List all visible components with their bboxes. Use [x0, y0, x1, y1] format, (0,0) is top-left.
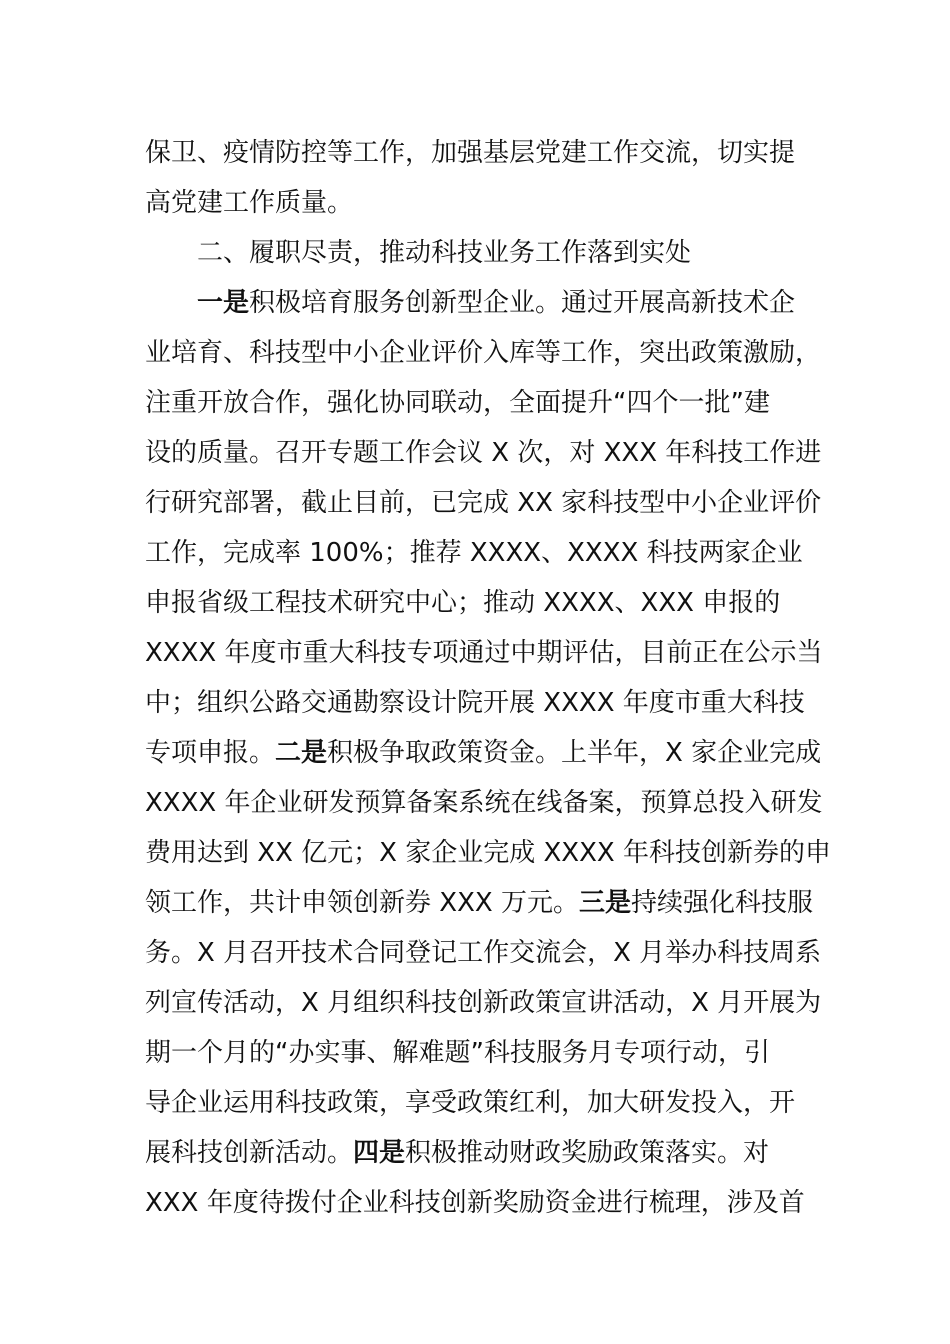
text-line [145, 778, 823, 828]
text-line [145, 1078, 810, 1128]
text-segment: 专项申报。 [145, 738, 276, 768]
paragraph-first-line [145, 228, 810, 278]
text-line [145, 128, 810, 178]
text-segment: 导企业运用科技政策，享受政策红利，加大研发投入，开 [145, 1088, 796, 1118]
text-line [145, 678, 810, 728]
emphasis-label: 二是 [275, 738, 328, 768]
text-segment: 积极争取政策资金。上半年，X 家企业完成 [327, 738, 822, 768]
emphasis-label: 一是 [197, 288, 250, 318]
text-segment: XXXX 年度市重大科技专项通过中期评估，目前正在公示当 [145, 638, 823, 668]
text-line [145, 578, 810, 628]
text-segment: 积极推动财政奖励政策落实。对 [405, 1138, 770, 1168]
text-segment: 二、履职尽责，推动科技业务工作落到实处 [197, 238, 692, 268]
text-segment: 工作，完成率 100%；推荐 XXXX、XXXX 科技两家企业 [145, 538, 803, 568]
text-segment: 申报省级工程技术研究中心；推动 XXXX、XXX 申报的 [145, 588, 781, 618]
emphasis-label: 四是 [353, 1138, 406, 1168]
text-line [145, 1028, 810, 1078]
text-segment: 业培育、科技型中小企业评价入库等工作，突出政策激励， [145, 338, 822, 368]
text-line [145, 928, 822, 978]
text-segment: 费用达到 XX 亿元；X 家企业完成 XXXX 年科技创新券的申 [145, 838, 832, 868]
text-segment: 务。X 月召开技术合同登记工作交流会，X 月举办科技周系 [145, 938, 822, 968]
paragraph-first-line [145, 278, 810, 328]
text-segment: 持续强化科技服 [630, 888, 813, 918]
text-segment: 保卫、疫情防控等工作，加强基层党建工作交流，切实提 [145, 138, 796, 168]
text-segment: XXXX 年企业研发预算备案系统在线备案，预算总投入研发 [145, 788, 823, 818]
text-line [145, 328, 822, 378]
document-body [145, 128, 832, 1228]
text-line [145, 528, 810, 578]
text-line [145, 978, 822, 1028]
text-line [145, 878, 813, 928]
text-segment: 期一个月的“办实事、解难题”科技服务月专项行动，引 [145, 1038, 770, 1068]
text-line [145, 1178, 810, 1228]
text-line [145, 628, 823, 678]
text-line [145, 478, 822, 528]
text-segment: 设的质量。召开专题工作会议 X 次，对 XXX 年科技工作进 [145, 438, 822, 468]
text-segment: 展科技创新活动。 [145, 1138, 354, 1168]
text-segment: XXX 年度待拨付企业科技创新奖励资金进行梳理，涉及首 [145, 1188, 805, 1218]
text-segment: 高党建工作质量。 [145, 188, 354, 218]
text-segment: 领工作，共计申领创新券 XXX 万元。 [145, 888, 579, 918]
text-segment: 注重开放合作，强化协同联动，全面提升“四个一批”建 [145, 388, 770, 418]
emphasis-label: 三是 [578, 888, 631, 918]
text-segment: 列宣传活动，X 月组织科技创新政策宣讲活动，X 月开展为 [145, 988, 822, 1018]
text-segment: 积极培育服务创新型企业。通过开展高新技术企 [249, 288, 796, 318]
text-segment: 行研究部署，截止目前，已完成 XX 家科技型中小企业评价 [145, 488, 822, 518]
text-line [145, 178, 810, 228]
text-line [145, 728, 822, 778]
text-line [145, 378, 810, 428]
text-line [145, 1128, 810, 1178]
text-segment: 中；组织公路交通勘察设计院开展 XXXX 年度市重大科技 [145, 688, 805, 718]
text-line [145, 828, 832, 878]
text-line [145, 428, 822, 478]
